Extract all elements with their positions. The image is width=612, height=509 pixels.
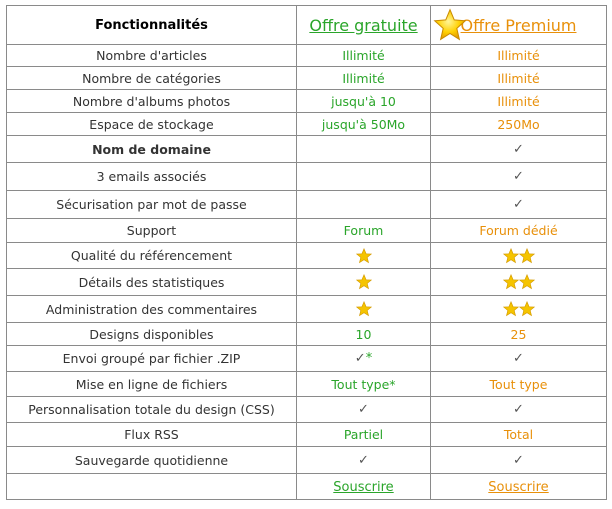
premium-offer-value: 25 [431, 323, 607, 346]
table-row [7, 423, 607, 447]
premium-offer-value: Illimité [431, 67, 607, 90]
free-offer-link[interactable]: Offre gratuite [309, 15, 418, 35]
feature-name: Support [7, 219, 297, 243]
premium-star-icon [433, 8, 467, 42]
feature-name: Designs disponibles [7, 323, 297, 346]
free-offer-value: 10 [297, 323, 431, 346]
free-offer-value [297, 296, 431, 323]
premium-offer-header [431, 6, 607, 45]
table-row [7, 346, 607, 372]
feature-name: Espace de stockage [7, 113, 297, 136]
star-icon [356, 248, 372, 264]
star-icon [503, 301, 519, 317]
premium-offer-value [431, 243, 607, 269]
comparison-table [6, 5, 607, 500]
feature-name: 3 emails associés [7, 163, 297, 191]
table-row [7, 191, 607, 219]
star-icon [503, 274, 519, 290]
table-row [7, 163, 607, 191]
premium-offer-value: ✓ [431, 397, 607, 423]
table-row [7, 447, 607, 474]
star-icon [356, 274, 372, 290]
table-row [7, 269, 607, 296]
feature-name: Nombre d'albums photos [7, 90, 297, 113]
free-offer-value: Forum [297, 219, 431, 243]
premium-offer-value: ✓ [431, 163, 607, 191]
premium-offer-value [431, 269, 607, 296]
star-icon [503, 248, 519, 264]
free-offer-header [297, 6, 431, 45]
premium-offer-value: ✓ [431, 136, 607, 163]
table-row [7, 136, 607, 163]
free-offer-value: jusqu'à 10 [297, 90, 431, 113]
feature-name: Détails des statistiques [7, 269, 297, 296]
free-subscribe-link[interactable]: Souscrire [333, 479, 394, 495]
free-offer-value: Tout type* [297, 372, 431, 397]
subscribe-row-label [7, 474, 297, 500]
feature-name: Nom de domaine [7, 136, 297, 163]
table-row [7, 296, 607, 323]
features-header: Fonctionnalités [7, 6, 297, 45]
feature-name: Nombre de catégories [7, 67, 297, 90]
free-offer-value [297, 163, 431, 191]
premium-offer-value [431, 296, 607, 323]
premium-offer-link[interactable]: Offre Premium [460, 15, 577, 35]
premium-offer-value: Forum dédié [431, 219, 607, 243]
premium-offer-value: Tout type [431, 372, 607, 397]
table-row [7, 372, 607, 397]
table-row [7, 243, 607, 269]
table-row [7, 67, 607, 90]
star-icon [356, 301, 372, 317]
premium-subscribe-cell [431, 474, 607, 500]
feature-name: Personnalisation totale du design (CSS) [7, 397, 297, 423]
feature-name: Envoi groupé par fichier .ZIP [7, 346, 297, 372]
table-header-row [7, 6, 607, 45]
star-icon [519, 301, 535, 317]
premium-offer-value: ✓ [431, 191, 607, 219]
premium-offer-value: Total [431, 423, 607, 447]
free-offer-value: Illimité [297, 45, 431, 67]
free-offer-value [297, 191, 431, 219]
free-offer-value [297, 269, 431, 296]
table-row [7, 45, 607, 67]
subscribe-row [7, 474, 607, 500]
feature-name: Sauvegarde quotidienne [7, 447, 297, 474]
free-offer-value: jusqu'à 50Mo [297, 113, 431, 136]
feature-name: Administration des commentaires [7, 296, 297, 323]
table-row [7, 219, 607, 243]
feature-name: Nombre d'articles [7, 45, 297, 67]
premium-offer-value: ✓ [431, 447, 607, 474]
premium-subscribe-link[interactable]: Souscrire [488, 479, 549, 495]
star-icon [519, 248, 535, 264]
premium-offer-value: ✓ [431, 346, 607, 372]
feature-name: Mise en ligne de fichiers [7, 372, 297, 397]
table-row [7, 397, 607, 423]
premium-offer-value: Illimité [431, 90, 607, 113]
free-offer-value: ✓ [297, 397, 431, 423]
feature-name: Flux RSS [7, 423, 297, 447]
star-icon [519, 274, 535, 290]
free-offer-value: ✓* [297, 346, 431, 372]
table-row [7, 113, 607, 136]
free-subscribe-cell [297, 474, 431, 500]
free-offer-value: Illimité [297, 67, 431, 90]
table-row [7, 90, 607, 113]
feature-name: Sécurisation par mot de passe [7, 191, 297, 219]
feature-name: Qualité du référencement [7, 243, 297, 269]
premium-offer-value: 250Mo [431, 113, 607, 136]
table-row [7, 323, 607, 346]
free-offer-value: ✓ [297, 447, 431, 474]
premium-offer-value: Illimité [431, 45, 607, 67]
free-offer-value [297, 243, 431, 269]
free-offer-value [297, 136, 431, 163]
free-offer-value: Partiel [297, 423, 431, 447]
